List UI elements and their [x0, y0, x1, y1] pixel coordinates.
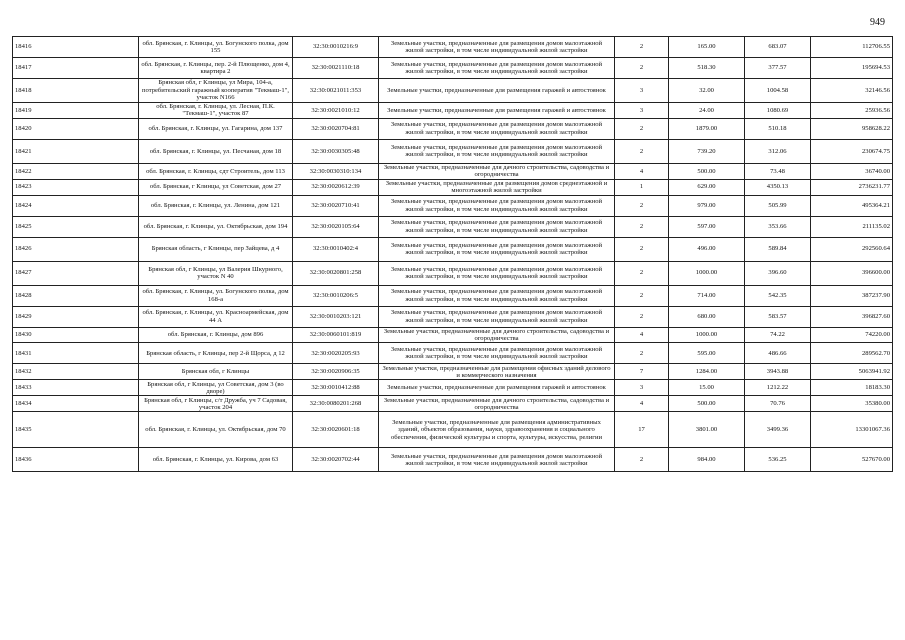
table-row — [13, 139, 893, 163]
cadastral-value-cell: 195694.53 — [811, 58, 893, 79]
table-row — [13, 37, 893, 58]
land-use-cell: Земельные участки, предназначенные для размещения домов малоэтажной жилой застройки, в том числе индивидуальной жилой застройки — [379, 285, 615, 306]
rate-cell: 589.84 — [745, 237, 811, 261]
cadastral-value-cell: 5063941.92 — [811, 364, 893, 380]
land-use-cell: Земельные участки, предназначенные для дачного строительства, садоводства и огородничества — [379, 327, 615, 343]
cadastral-number-cell: 32:30:0020801:258 — [293, 261, 379, 285]
cadastral-value-cell: 32146.56 — [811, 79, 893, 103]
cadastral-number-cell: 32:30:0030305:48 — [293, 139, 379, 163]
land-use-cell: Земельные участки, предназначенные для размещения домов малоэтажной жилой застройки, в том числе индивидуальной жилой застройки — [379, 139, 615, 163]
table-row — [13, 261, 893, 285]
rate-cell: 3943.88 — [745, 364, 811, 380]
cadastral-value-cell: 74220.00 — [811, 327, 893, 343]
address-cell: Брянская обл, г Клинцы — [139, 364, 293, 380]
cadastral-number-cell: 32:30:0030310:134 — [293, 163, 379, 179]
land-use-cell: Земельные участки, предназначенные для размещения домов малоэтажной жилой застройки, в том числе индивидуальной жилой застройки — [379, 237, 615, 261]
cadastral-value-cell: 35380.00 — [811, 396, 893, 412]
address-cell: Брянская обл, г Клинцы, ул Валерия Шкурного, участок N 40 — [139, 261, 293, 285]
address-cell: Брянская обл, г Клинцы, с/т Дружба, уч 7 Садовая, участок 204 — [139, 396, 293, 412]
address-cell: обл. Брянская, г. Клинцы, ул. Песчаная, дом 18 — [139, 139, 293, 163]
land-use-cell: Земельные участки, предназначенные для размещения офисных зданий делового и коммерческого назначения — [379, 364, 615, 380]
cadastral-value-cell: 527670.00 — [811, 448, 893, 472]
row-number: 18422 — [13, 163, 139, 179]
table-row — [13, 58, 893, 79]
address-cell: обл. Брянская, г. Клинцы, ул. Гагарина, дом 137 — [139, 118, 293, 139]
rate-cell: 542.35 — [745, 285, 811, 306]
rate-cell: 1212.22 — [745, 380, 811, 396]
address-cell: Брянская обл, г Клинцы, ул Мира, 104-а, потребительский гаражный кооператив "Текмаш-1", участок N166 — [139, 79, 293, 103]
category-cell: 2 — [615, 237, 669, 261]
cadastral-value-cell: 292560.64 — [811, 237, 893, 261]
address-cell: Брянская область, г Клинцы, пер Зайцева, д 4 — [139, 237, 293, 261]
table-body — [13, 37, 893, 472]
cadastral-number-cell: 32:30:0060101:819 — [293, 327, 379, 343]
land-use-cell: Земельные участки, предназначенные для размещения домов малоэтажной жилой застройки, в том числе индивидуальной жилой застройки — [379, 343, 615, 364]
land-use-cell: Земельные участки, предназначенные для размещения домов малоэтажной жилой застройки, в том числе индивидуальной жилой застройки — [379, 306, 615, 327]
row-number: 18421 — [13, 139, 139, 163]
category-cell: 7 — [615, 364, 669, 380]
table-row — [13, 380, 893, 396]
cadastral-number-cell: 32:30:0020612:39 — [293, 179, 379, 195]
area-cell: 24.00 — [669, 103, 745, 119]
land-use-cell: Земельные участки, предназначенные для размещения домов малоэтажной жилой застройки, в том числе индивидуальной жилой застройки — [379, 37, 615, 58]
address-cell: обл. Брянская, г. Клинцы, ул. Лесная, П.К. "Текмаш-1", участок 87 — [139, 103, 293, 119]
category-cell: 4 — [615, 396, 669, 412]
area-cell: 680.00 — [669, 306, 745, 327]
row-number: 18427 — [13, 261, 139, 285]
cadastral-value-cell: 112706.55 — [811, 37, 893, 58]
category-cell: 1 — [615, 179, 669, 195]
land-use-cell: Земельные участки, предназначенные для размещения административных зданий, объектов образования, науки, здравоохранения и социального обеспечения, физической культуры и спорта, культуры, искусства, религии — [379, 412, 615, 448]
table-row — [13, 216, 893, 237]
rate-cell: 353.66 — [745, 216, 811, 237]
cadastral-number-cell: 32:30:0010216:9 — [293, 37, 379, 58]
cadastral-value-cell: 36740.00 — [811, 163, 893, 179]
row-number: 18429 — [13, 306, 139, 327]
row-number: 18431 — [13, 343, 139, 364]
table-row — [13, 448, 893, 472]
category-cell: 2 — [615, 216, 669, 237]
land-use-cell: Земельные участки, предназначенные для размещения гаражей и автостоянок — [379, 79, 615, 103]
category-cell: 2 — [615, 448, 669, 472]
rate-cell: 70.76 — [745, 396, 811, 412]
category-cell: 3 — [615, 380, 669, 396]
category-cell: 2 — [615, 306, 669, 327]
cadastral-number-cell: 32:30:0020205:93 — [293, 343, 379, 364]
cadastral-number-cell: 32:30:0010412:88 — [293, 380, 379, 396]
cadastral-number-cell: 32:30:0020704:81 — [293, 118, 379, 139]
row-number: 18417 — [13, 58, 139, 79]
address-cell: обл. Брянская, г. Клинцы, сдт Строитель, дом 113 — [139, 163, 293, 179]
category-cell: 4 — [615, 163, 669, 179]
row-number: 18420 — [13, 118, 139, 139]
area-cell: 979.00 — [669, 195, 745, 216]
table-row — [13, 237, 893, 261]
address-cell: обл. Брянская, г. Клинцы, дом 896 — [139, 327, 293, 343]
area-cell: 629.00 — [669, 179, 745, 195]
area-cell: 714.00 — [669, 285, 745, 306]
area-cell: 984.00 — [669, 448, 745, 472]
cadastral-value-cell: 25936.56 — [811, 103, 893, 119]
rate-cell: 536.25 — [745, 448, 811, 472]
address-cell: обл. Брянская, г Клинцы, ул Советская, дом 27 — [139, 179, 293, 195]
area-cell: 1000.00 — [669, 327, 745, 343]
area-cell: 1000.00 — [669, 261, 745, 285]
table-row — [13, 364, 893, 380]
cadastral-value-cell: 289562.70 — [811, 343, 893, 364]
row-number: 18428 — [13, 285, 139, 306]
category-cell: 2 — [615, 139, 669, 163]
category-cell: 2 — [615, 261, 669, 285]
row-number: 18432 — [13, 364, 139, 380]
address-cell: обл. Брянская, г. Клинцы, пер. 2-й Плющенко, дом 4, квартира 2 — [139, 58, 293, 79]
land-use-cell: Земельные участки, предназначенные для размещения гаражей и автостоянок — [379, 380, 615, 396]
cadastral-number-cell: 32:30:0021010:12 — [293, 103, 379, 119]
address-cell: обл. Брянская, г. Клинцы, ул. Богунского полка, дом 168-а — [139, 285, 293, 306]
category-cell: 2 — [615, 285, 669, 306]
rate-cell: 377.57 — [745, 58, 811, 79]
rate-cell: 3499.36 — [745, 412, 811, 448]
address-cell: обл. Брянская, г. Клинцы, ул. Октябрьская, дом 194 — [139, 216, 293, 237]
area-cell: 597.00 — [669, 216, 745, 237]
area-cell: 739.20 — [669, 139, 745, 163]
rate-cell: 4350.13 — [745, 179, 811, 195]
land-use-cell: Земельные участки, предназначенные для размещения домов малоэтажной жилой застройки, в том числе индивидуальной жилой застройки — [379, 261, 615, 285]
address-cell: обл. Брянская, г. Клинцы, ул. Кирова, дом 63 — [139, 448, 293, 472]
rate-cell: 1004.58 — [745, 79, 811, 103]
rate-cell: 73.48 — [745, 163, 811, 179]
address-cell: обл. Брянская, г. Клинцы, ул. Богунского полка, дом 155 — [139, 37, 293, 58]
area-cell: 595.00 — [669, 343, 745, 364]
page-number: 949 — [870, 17, 885, 28]
cadastral-number-cell: 32:30:0020702:44 — [293, 448, 379, 472]
category-cell: 2 — [615, 58, 669, 79]
area-cell: 518.30 — [669, 58, 745, 79]
category-cell: 3 — [615, 79, 669, 103]
row-number: 18419 — [13, 103, 139, 119]
category-cell: 17 — [615, 412, 669, 448]
row-number: 18434 — [13, 396, 139, 412]
area-cell: 32.00 — [669, 79, 745, 103]
row-number: 18433 — [13, 380, 139, 396]
address-cell: обл. Брянская, г. Клинцы, ул. Октябрьская, дом 70 — [139, 412, 293, 448]
land-use-cell: Земельные участки, предназначенные для размещения гаражей и автостоянок — [379, 103, 615, 119]
area-cell: 1284.00 — [669, 364, 745, 380]
category-cell: 2 — [615, 118, 669, 139]
cadastral-value-cell: 18183.30 — [811, 380, 893, 396]
cadastral-number-cell: 32:30:0010402:4 — [293, 237, 379, 261]
row-number: 18425 — [13, 216, 139, 237]
area-cell: 500.00 — [669, 163, 745, 179]
cadastral-number-cell: 32:30:0021110:18 — [293, 58, 379, 79]
area-cell: 165.00 — [669, 37, 745, 58]
rate-cell: 1080.69 — [745, 103, 811, 119]
cadastral-value-cell: 13301067.36 — [811, 412, 893, 448]
area-cell: 496.00 — [669, 237, 745, 261]
address-cell: обл. Брянская, г. Клинцы, ул. Красноармейская, дом 44 А — [139, 306, 293, 327]
rate-cell: 683.07 — [745, 37, 811, 58]
cadastral-value-cell: 396600.00 — [811, 261, 893, 285]
address-cell: Брянская область, г Клинцы, пер 2-й Щорса, д 12 — [139, 343, 293, 364]
cadastral-number-cell: 32:30:0010203:121 — [293, 306, 379, 327]
table-row — [13, 103, 893, 119]
rate-cell: 74.22 — [745, 327, 811, 343]
category-cell: 2 — [615, 195, 669, 216]
table-row — [13, 306, 893, 327]
table-row — [13, 179, 893, 195]
row-number: 18424 — [13, 195, 139, 216]
category-cell: 2 — [615, 37, 669, 58]
category-cell: 2 — [615, 343, 669, 364]
cadastral-number-cell: 32:30:0010206:5 — [293, 285, 379, 306]
row-number: 18430 — [13, 327, 139, 343]
table-row — [13, 343, 893, 364]
row-number: 18416 — [13, 37, 139, 58]
cadastral-number-cell: 32:30:0020105:64 — [293, 216, 379, 237]
cadastral-value-cell: 495364.21 — [811, 195, 893, 216]
land-use-cell: Земельные участки, предназначенные для дачного строительства, садоводства и огородничества — [379, 163, 615, 179]
address-cell: обл. Брянская, г. Клинцы, ул. Ленина, дом 121 — [139, 195, 293, 216]
land-use-cell: Земельные участки, предназначенные для размещения домов малоэтажной жилой застройки, в том числе индивидуальной жилой застройки — [379, 195, 615, 216]
cadastral-value-cell: 211135.02 — [811, 216, 893, 237]
area-cell: 1879.00 — [669, 118, 745, 139]
cadastral-number-cell: 32:30:0080201:268 — [293, 396, 379, 412]
rate-cell: 505.99 — [745, 195, 811, 216]
table-row — [13, 79, 893, 103]
area-cell: 15.00 — [669, 380, 745, 396]
category-cell: 4 — [615, 327, 669, 343]
land-use-cell: Земельные участки, предназначенные для размещения домов малоэтажной жилой застройки, в том числе индивидуальной жилой застройки — [379, 448, 615, 472]
row-number: 18436 — [13, 448, 139, 472]
land-use-cell: Земельные участки, предназначенные для дачного строительства, садоводства и огородничества — [379, 396, 615, 412]
cadastral-number-cell: 32:30:0020601:18 — [293, 412, 379, 448]
area-cell: 500.00 — [669, 396, 745, 412]
table-row — [13, 412, 893, 448]
land-use-cell: Земельные участки, предназначенные для размещения домов малоэтажной жилой застройки, в том числе индивидуальной жилой застройки — [379, 216, 615, 237]
table-row — [13, 285, 893, 306]
rate-cell: 510.18 — [745, 118, 811, 139]
cadastral-value-cell: 396827.60 — [811, 306, 893, 327]
table-row — [13, 163, 893, 179]
address-cell: Брянская обл, г Клинцы, ул Советская, дом 3 (во дворе) — [139, 380, 293, 396]
table-row — [13, 327, 893, 343]
cadastral-value-cell: 230674.75 — [811, 139, 893, 163]
table-row — [13, 118, 893, 139]
cadastral-value-cell: 958628.22 — [811, 118, 893, 139]
land-use-cell: Земельные участки, предназначенные для размещения домов среднеэтажной и многоэтажной жилой застройки — [379, 179, 615, 195]
rate-cell: 312.06 — [745, 139, 811, 163]
row-number: 18423 — [13, 179, 139, 195]
cadastral-number-cell: 32:30:0020710:41 — [293, 195, 379, 216]
row-number: 18426 — [13, 237, 139, 261]
table-row — [13, 195, 893, 216]
row-number: 18418 — [13, 79, 139, 103]
land-registry-table — [12, 36, 893, 472]
category-cell: 3 — [615, 103, 669, 119]
cadastral-number-cell: 32:30:0020906:35 — [293, 364, 379, 380]
area-cell: 3801.00 — [669, 412, 745, 448]
land-use-cell: Земельные участки, предназначенные для размещения домов малоэтажной жилой застройки, в том числе индивидуальной жилой застройки — [379, 58, 615, 79]
rate-cell: 583.57 — [745, 306, 811, 327]
row-number: 18435 — [13, 412, 139, 448]
cadastral-value-cell: 387237.90 — [811, 285, 893, 306]
land-use-cell: Земельные участки, предназначенные для размещения домов малоэтажной жилой застройки, в том числе индивидуальной жилой застройки — [379, 118, 615, 139]
cadastral-value-cell: 2736231.77 — [811, 179, 893, 195]
rate-cell: 396.60 — [745, 261, 811, 285]
cadastral-number-cell: 32:30:0021011:353 — [293, 79, 379, 103]
rate-cell: 486.66 — [745, 343, 811, 364]
table-row — [13, 396, 893, 412]
